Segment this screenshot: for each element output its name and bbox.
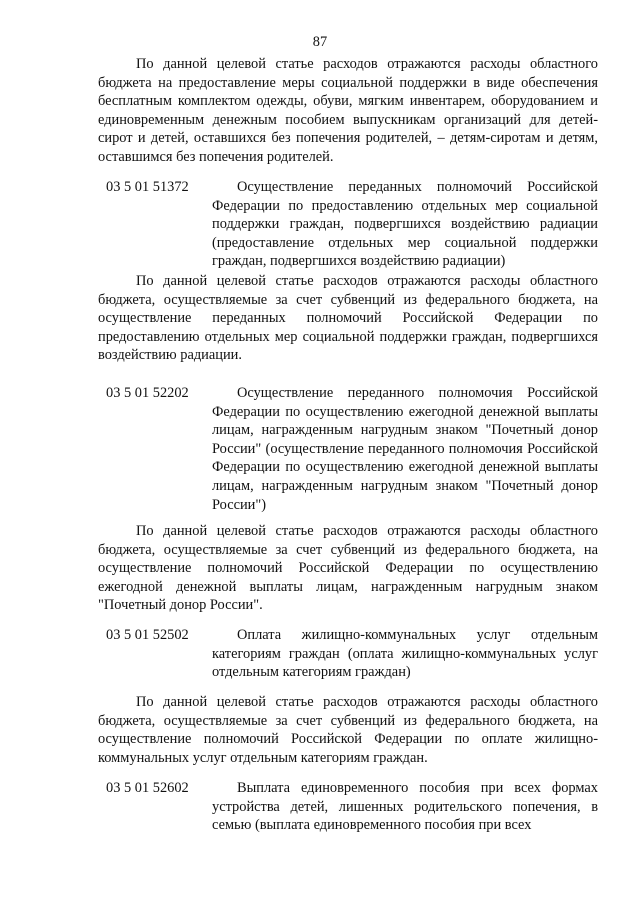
entry-code: 03 5 01 51372 — [106, 179, 189, 195]
entry-code: 03 5 01 52502 — [106, 627, 189, 643]
paragraph-text: По данной целевой статье расходов отражаются расходы областного бюджета на предоставление меры социальной поддержки в виде обеспечения бесплатным комплектом одежды, обуви, мягким инвентарем, оборудованием и единовременным денежным пособием выпускникам организаций для детей-сирот и детей, оставшихся без попечения родителей, – детям-сиротам и детям, оставшимся без попечения родителей. — [98, 56, 598, 165]
paragraph-donor — [98, 522, 598, 615]
entry-title: Осуществление переданного полномочия Российской Федерации по осуществлению ежегодной денежной выплаты лицам, награжденным нагрудным знаком "Почетный донор России" (осуществление переданного полномочия Российской Федерации по осуществлению ежегодной денежной выплаты лицам, награжденным нагрудным знаком "Почетный донор России") — [212, 385, 598, 513]
entry-title: Оплата жилищно-коммунальных услуг отдельным категориям граждан (оплата жилищно-коммунальных услуг отдельным категориям граждан) — [212, 627, 598, 681]
page-number: 87 — [312, 34, 328, 50]
entry-title: Осуществление переданных полномочий Российской Федерации по предоставлению отдельных мер социальной поддержки граждан, подвергшихся воздействию радиации (предоставление отдельных мер социальной поддержки граждан, подвергшихся воздействию радиации) — [212, 179, 598, 270]
paragraph-housing — [98, 693, 598, 767]
paragraph-radiation — [98, 272, 598, 365]
paragraph-text: По данной целевой статье расходов отражаются расходы областного бюджета, осуществляемые за счет субвенций из федерального бюджета, на осуществление переданных полномочий Российской Федерации по предоставлению отдельных мер социальной поддержки граждан, подвергшихся воздействию радиации. — [98, 273, 598, 364]
entry-code: 03 5 01 52202 — [106, 385, 189, 401]
entry-title: Выплата единовременного пособия при всех формах устройства детей, лишенных родительского попечения, в семью (выплата единовременного пособия при всех — [212, 780, 598, 834]
entry-code: 03 5 01 52602 — [106, 780, 189, 796]
paragraph-intro — [98, 55, 598, 167]
paragraph-text: По данной целевой статье расходов отражаются расходы областного бюджета, осуществляемые за счет субвенций из федерального бюджета, на осуществление полномочий Российской Федерации по осуществлению ежегодной денежной выплаты лицам, награжденным нагрудным знаком "Почетный донор России". — [98, 523, 598, 614]
paragraph-text: По данной целевой статье расходов отражаются расходы областного бюджета, осуществляемые за счет субвенций из федерального бюджета, на осуществление полномочий Российской Федерации по оплате жилищно-коммунальных услуг отдельным категориям граждан. — [98, 694, 598, 766]
